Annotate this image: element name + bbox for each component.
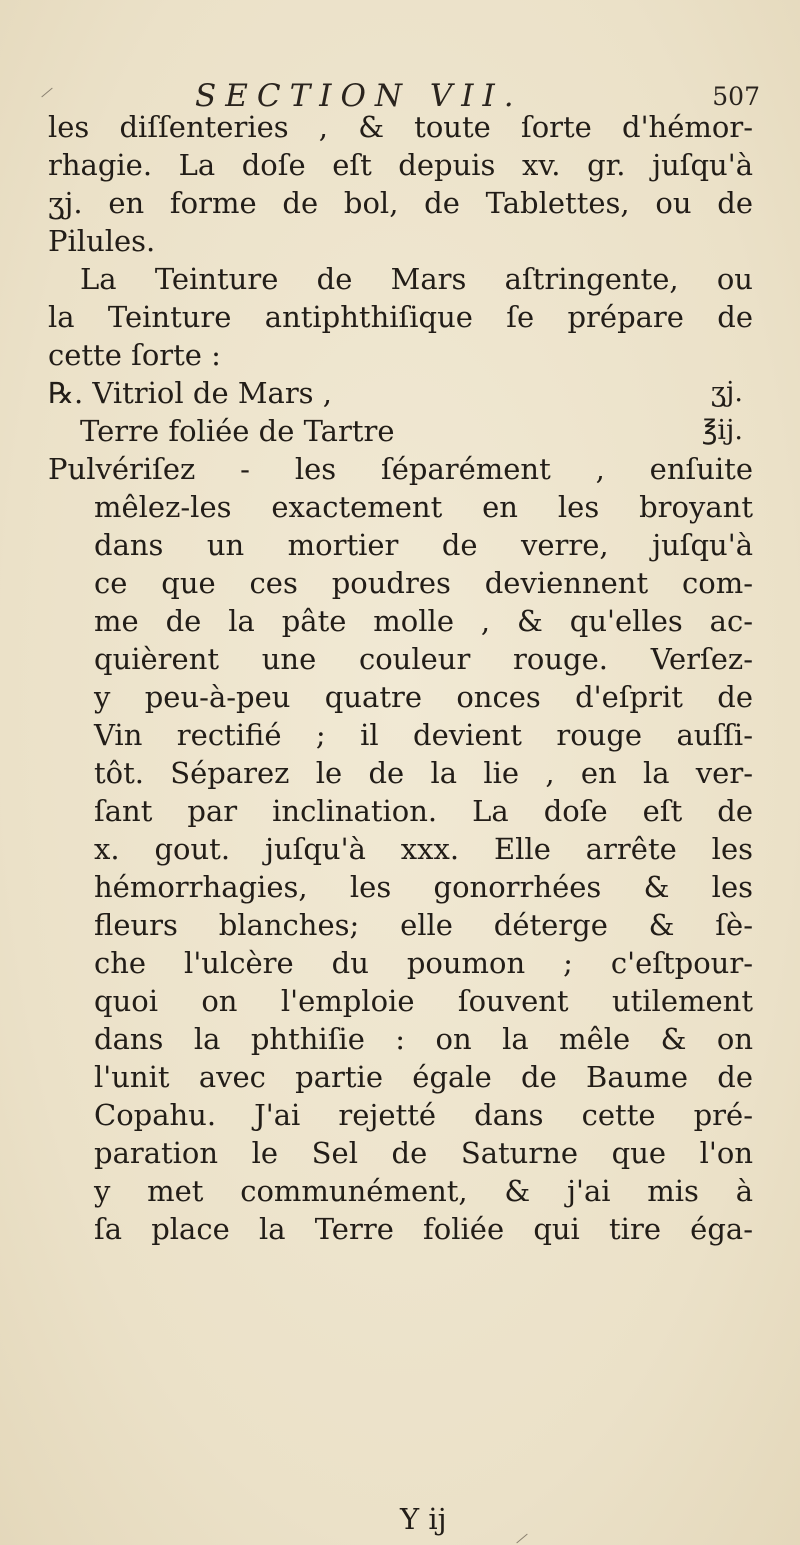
text-line: che l'ulcère du poumon ; c'eſtpour- xyxy=(94,946,753,980)
text-line: dans la phthiſie : on la mêle & on xyxy=(94,1022,753,1056)
text-line: Copahu. J'ai rejetté dans cette pré- xyxy=(94,1098,753,1132)
text-line: dans un mortier de verre, juſqu'à xyxy=(94,528,753,562)
catchword: Y ij xyxy=(400,1502,447,1536)
text-line: Pilules. xyxy=(48,224,156,258)
body-text xyxy=(48,108,753,1248)
text-line: l'unit avec partie égale de Baume de xyxy=(94,1060,753,1094)
text-line: ſant par inclination. La doſe eſt de xyxy=(94,794,753,828)
recipe-line xyxy=(48,374,753,412)
text-line: x. gout. juſqu'à xxx. Elle arrête les xyxy=(94,832,753,866)
text-line: La Teinture de Mars aſtringente, ou xyxy=(80,262,753,296)
text-line: rhagie. La doſe eſt depuis xv. gr. juſqu'à xyxy=(48,148,753,182)
text-line: ce que ces poudres deviennent com- xyxy=(94,566,753,600)
recipe-ingredient: ℞. Vitriol de Mars , xyxy=(48,376,332,410)
text-line: cette ſorte : xyxy=(48,338,221,372)
text-line: tôt. Séparez le de la lie , en la ver- xyxy=(94,756,753,790)
text-line: me de la pâte molle , & qu'elles ac- xyxy=(94,604,753,638)
text-line: paration le Sel de Saturne que l'on xyxy=(94,1136,753,1170)
page-number: 507 xyxy=(712,82,760,111)
text-line: mêlez-les exactement en les broyant xyxy=(94,490,753,524)
section-title: SECTION VII. xyxy=(195,78,523,114)
text-line: hémorrhagies, les gonorrhées & les xyxy=(94,870,753,904)
text-line: y peu-à-peu quatre onces d'eſprit de xyxy=(94,680,753,714)
text-line: ſa place la Terre foliée qui tire éga- xyxy=(94,1212,753,1246)
text-line: ʒj. en forme de bol, de Tablettes, ou de xyxy=(48,186,753,220)
recipe-ingredient: Terre foliée de Tartre xyxy=(80,414,395,448)
recipe-line xyxy=(48,412,753,450)
recipe-quantity: ℥ij. xyxy=(701,415,743,446)
text-line: y met communément, & j'ai mis à xyxy=(94,1174,753,1208)
text-line: quoi on l'emploie ſouvent utilement xyxy=(94,984,753,1018)
text-line: la Teinture antiphthiſique ſe prépare de xyxy=(48,300,753,334)
ink-mark xyxy=(516,1534,527,1544)
text-line: les diſſenteries , & toute ſorte d'hémor- xyxy=(48,110,753,144)
recipe-quantity: ʒj. xyxy=(710,377,743,408)
text-line: Pulvériſez - les ſéparément , enſuite xyxy=(48,452,753,486)
text-line: quièrent une couleur rouge. Verſez- xyxy=(94,642,753,676)
text-line: Vin rectifié ; il devient rouge auſſi- xyxy=(94,718,753,752)
text-line: fleurs blanches; elle déterge & ſè- xyxy=(94,908,753,942)
